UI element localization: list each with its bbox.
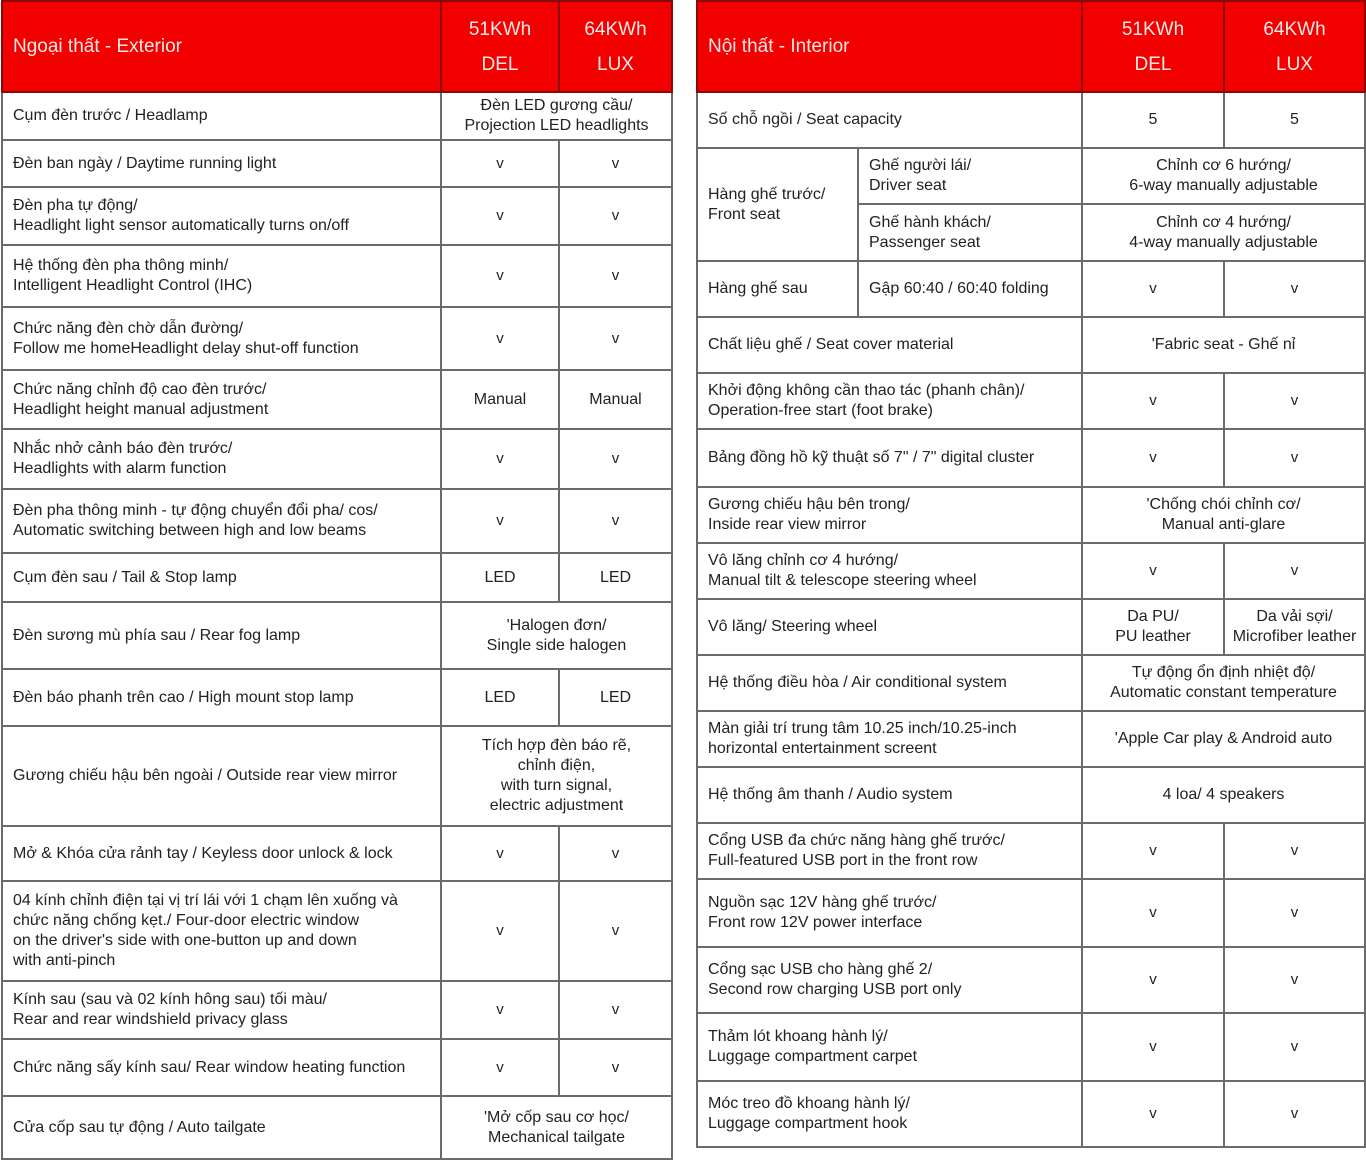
value-lux: v (1224, 429, 1365, 487)
table-row (2, 187, 672, 245)
table-row (2, 370, 672, 429)
feature-label: Chức năng đèn chờ dẫn đường/ Follow me homeHeadlight delay shut-off function (2, 307, 441, 370)
interior-title: Nội thất - Interior (697, 1, 1082, 92)
feature-label: Mở & Khóa cửa rảnh tay / Keyless door unlock & lock (2, 826, 441, 881)
value-del: v (1082, 947, 1224, 1013)
value-shared: Tích hợp đèn báo rẽ, chỉnh điện, with turn signal, electric adjustment (441, 726, 672, 826)
feature-label: Chức năng chỉnh độ cao đèn trước/ Headlight height manual adjustment (2, 370, 441, 429)
value-shared: 'Chống chói chỉnh cơ/ Manual anti-glare (1082, 487, 1365, 543)
table-row (2, 92, 672, 140)
variant-capacity: 51KWh (1121, 18, 1185, 40)
table-row (2, 726, 672, 826)
variant-del-header (441, 1, 559, 92)
table-row (2, 140, 672, 187)
feature-label: Đèn pha thông minh - tự động chuyển đổi pha/ cos/ Automatic switching between high and low beams (2, 489, 441, 553)
table-row (697, 767, 1365, 823)
table-row (697, 1081, 1365, 1147)
feature-label: Khởi động không cần thao tác (phanh chân)/ Operation-free start (foot brake) (697, 373, 1082, 429)
value-lux: v (559, 826, 672, 881)
feature-label: Hệ thống đèn pha thông minh/ Intelligent Headlight Control (IHC) (2, 245, 441, 307)
table-row (2, 1039, 672, 1096)
value-lux: v (1224, 947, 1365, 1013)
table-row (2, 307, 672, 370)
feature-label: Ghế hành khách/ Passenger seat (858, 204, 1082, 261)
value-lux: v (559, 245, 672, 307)
value-del: v (1082, 429, 1224, 487)
feature-label: Nguồn sạc 12V hàng ghế trước/ Front row 12V power interface (697, 879, 1082, 947)
feature-label: Ghế người lái/ Driver seat (858, 148, 1082, 204)
table-row (697, 92, 1365, 148)
feature-label: Số chỗ ngồi / Seat capacity (697, 92, 1082, 148)
value-del: v (441, 826, 559, 881)
value-lux: v (559, 489, 672, 553)
feature-label: Gương chiếu hậu bên trong/ Inside rear view mirror (697, 487, 1082, 543)
value-del: v (441, 981, 559, 1039)
variant-capacity: 64KWh (584, 18, 647, 40)
table-row (697, 317, 1365, 373)
feature-label: Cụm đèn trước / Headlamp (2, 92, 441, 140)
value-del: LED (441, 553, 559, 602)
value-shared: 'Halogen đơn/ Single side halogen (441, 602, 672, 669)
variant-trim: LUX (597, 53, 634, 75)
value-del: LED (441, 669, 559, 726)
value-lux: v (559, 981, 672, 1039)
feature-label: Đèn sương mù phía sau / Rear fog lamp (2, 602, 441, 669)
table-row (2, 669, 672, 726)
value-shared: 'Apple Car play & Android auto (1082, 711, 1365, 767)
feature-label: Đèn báo phanh trên cao / High mount stop lamp (2, 669, 441, 726)
value-del: v (1082, 1013, 1224, 1081)
value-shared: Chỉnh cơ 6 hướng/ 6-way manually adjustable (1082, 148, 1365, 204)
feature-label: Hệ thống âm thanh / Audio system (697, 767, 1082, 823)
table-row (697, 429, 1365, 487)
value-del: v (441, 489, 559, 553)
feature-label: Vô lăng/ Steering wheel (697, 599, 1082, 655)
table-row (2, 553, 672, 602)
table-row (697, 373, 1365, 429)
value-shared: Tự động ổn định nhiệt độ/ Automatic constant temperature (1082, 655, 1365, 711)
value-lux: v (559, 307, 672, 370)
variant-capacity: 51KWh (468, 18, 532, 40)
value-lux: v (559, 881, 672, 981)
value-del: v (441, 307, 559, 370)
variant-trim: LUX (1276, 53, 1313, 75)
value-lux: v (1224, 823, 1365, 879)
variant-capacity: 64KWh (1263, 18, 1326, 40)
table-row (697, 599, 1365, 655)
value-del: v (1082, 543, 1224, 599)
value-shared: 'Fabric seat - Ghế nỉ (1082, 317, 1365, 373)
feature-label: Chức năng sấy kính sau/ Rear window heating function (2, 1039, 441, 1096)
feature-label: Gập 60:40 / 60:40 folding (858, 261, 1082, 317)
value-lux: v (1224, 373, 1365, 429)
value-lux: v (559, 429, 672, 489)
variant-del-header (1082, 1, 1224, 92)
table-row (2, 981, 672, 1039)
table-row (2, 881, 672, 981)
value-del: v (441, 1039, 559, 1096)
value-del: v (441, 881, 559, 981)
value-lux: 5 (1224, 92, 1365, 148)
value-lux: LED (559, 553, 672, 602)
table-row (2, 489, 672, 553)
table-row (2, 1096, 672, 1159)
variant-lux-header (559, 1, 672, 92)
value-del: v (441, 245, 559, 307)
table-row (697, 947, 1365, 1013)
exterior-spec-table (1, 0, 673, 1160)
interior-spec-table (696, 0, 1366, 1148)
feature-label: Cổng USB đa chức năng hàng ghế trước/ Full-featured USB port in the front row (697, 823, 1082, 879)
interior-header-row (697, 1, 1365, 92)
value-shared: Chỉnh cơ 4 hướng/ 4-way manually adjustable (1082, 204, 1365, 261)
feature-label: Cửa cốp sau tự động / Auto tailgate (2, 1096, 441, 1159)
value-lux: v (1224, 879, 1365, 947)
feature-label: Kính sau (sau và 02 kính hông sau) tối màu/ Rear and rear windshield privacy glass (2, 981, 441, 1039)
table-row (2, 602, 672, 669)
table-row (2, 245, 672, 307)
table-row (697, 148, 1365, 204)
table-row (697, 487, 1365, 543)
feature-label: Nhắc nhở cảnh báo đèn trước/ Headlights with alarm function (2, 429, 441, 489)
value-del: 5 (1082, 92, 1224, 148)
front-seat-group-label: Hàng ghế trước/ Front seat (697, 148, 858, 261)
feature-label: Vô lăng chỉnh cơ 4 hướng/ Manual tilt & telescope steering wheel (697, 543, 1082, 599)
value-del: v (1082, 1081, 1224, 1147)
table-row (697, 711, 1365, 767)
value-del: v (1082, 373, 1224, 429)
value-shared: Đèn LED gương cầu/ Projection LED headlights (441, 92, 672, 140)
feature-label: Màn giải trí trung tâm 10.25 inch/10.25-inch horizontal entertainment screent (697, 711, 1082, 767)
value-lux: Manual (559, 370, 672, 429)
table-row (697, 879, 1365, 947)
feature-label: Đèn ban ngày / Daytime running light (2, 140, 441, 187)
value-del: v (441, 140, 559, 187)
exterior-title: Ngoại thất - Exterior (2, 1, 441, 92)
value-del: Manual (441, 370, 559, 429)
value-lux: v (559, 140, 672, 187)
feature-label: Hệ thống điều hòa / Air conditional system (697, 655, 1082, 711)
variant-lux-header (1224, 1, 1365, 92)
value-lux: v (1224, 543, 1365, 599)
value-lux: v (1224, 1013, 1365, 1081)
exterior-header-row (2, 1, 672, 92)
table-row (697, 261, 1365, 317)
feature-label: Thảm lót khoang hành lý/ Luggage compartment carpet (697, 1013, 1082, 1081)
feature-label: Móc treo đồ khoang hành lý/ Luggage compartment hook (697, 1081, 1082, 1147)
value-shared: 4 loa/ 4 speakers (1082, 767, 1365, 823)
value-del: Da PU/ PU leather (1082, 599, 1224, 655)
table-row (697, 655, 1365, 711)
feature-label: Bảng đồng hồ kỹ thuật số 7" / 7" digital cluster (697, 429, 1082, 487)
value-lux: LED (559, 669, 672, 726)
variant-trim: DEL (1134, 53, 1172, 75)
table-row (2, 826, 672, 881)
value-lux: v (559, 1039, 672, 1096)
value-shared: 'Mở cốp sau cơ học/ Mechanical tailgate (441, 1096, 672, 1159)
table-row (697, 1013, 1365, 1081)
value-lux: v (1224, 261, 1365, 317)
exterior-rows (2, 92, 672, 1159)
value-del: v (1082, 823, 1224, 879)
value-del: v (441, 429, 559, 489)
feature-label: Cổng sạc USB cho hàng ghế 2/ Second row charging USB port only (697, 947, 1082, 1013)
value-lux: v (559, 187, 672, 245)
feature-label: Chất liệu ghế / Seat cover material (697, 317, 1082, 373)
value-del: v (1082, 261, 1224, 317)
value-del: v (1082, 879, 1224, 947)
value-lux: Da vải sợi/ Microfiber leather (1224, 599, 1365, 655)
rear-seat-group-label: Hàng ghế sau (697, 261, 858, 317)
feature-label: 04 kính chỉnh điện tại vị trí lái với 1 chạm lên xuống và chức năng chống kẹt./ Four-door electric window on the driver's side with one-button up and down with anti-pinch (2, 881, 441, 981)
feature-label: Gương chiếu hậu bên ngoài / Outside rear view mirror (2, 726, 441, 826)
value-del: v (441, 187, 559, 245)
table-row (697, 543, 1365, 599)
variant-trim: DEL (481, 53, 519, 75)
interior-rows (697, 92, 1365, 1147)
feature-label: Cụm đèn sau / Tail & Stop lamp (2, 553, 441, 602)
table-row (697, 823, 1365, 879)
value-lux: v (1224, 1081, 1365, 1147)
table-row (2, 429, 672, 489)
feature-label: Đèn pha tự động/ Headlight light sensor automatically turns on/off (2, 187, 441, 245)
